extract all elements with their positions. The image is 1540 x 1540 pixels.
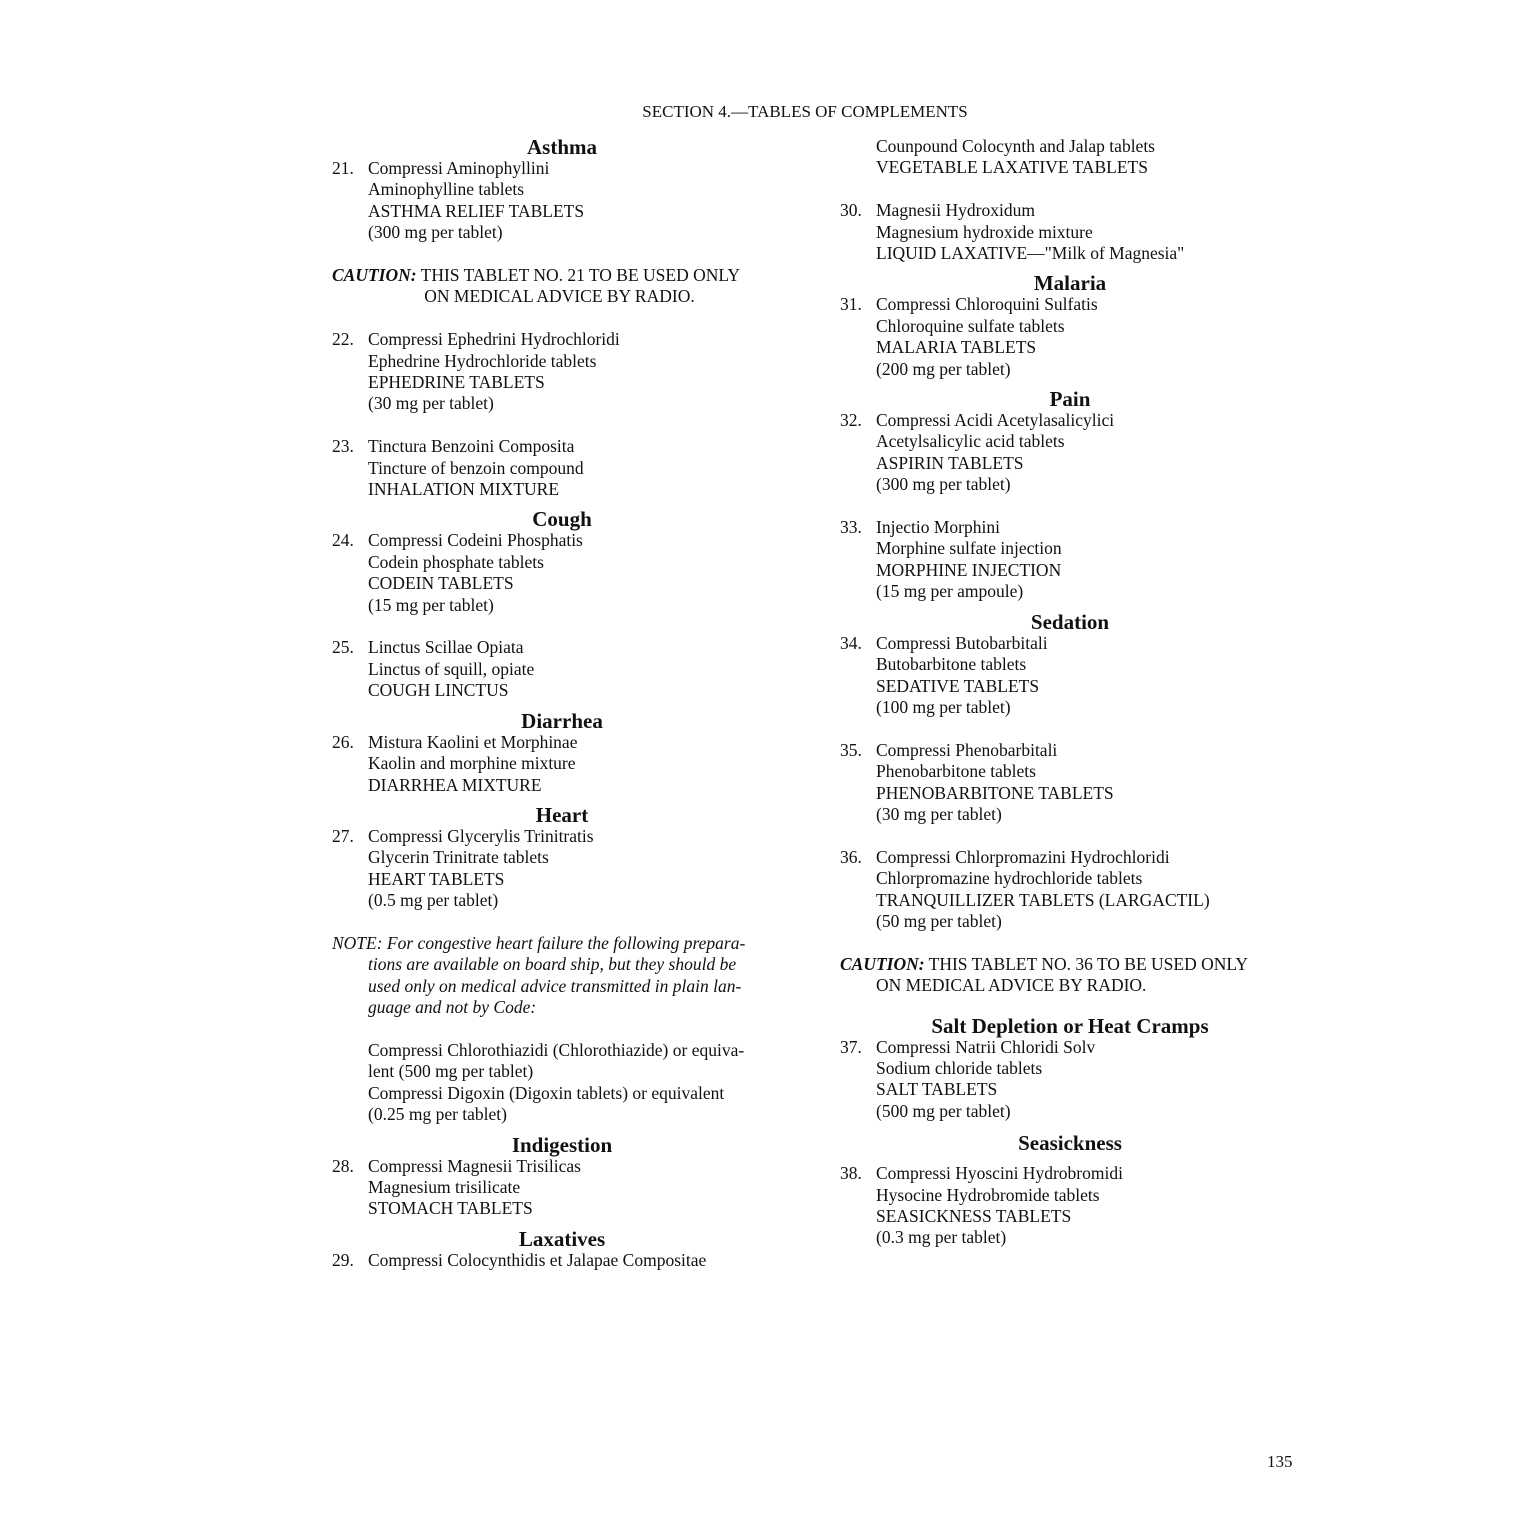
item-26: 26. Mistura Kaolini et Morphinae Kaolin and morphine mixture DIARRHEA MIXTURE — [332, 731, 578, 795]
item-24: 24. Compressi Codeini Phosphatis Codein phosphate tablets CODEIN TABLETS (15 mg per tablet) — [332, 530, 583, 615]
item-33: 33. Injectio Morphini Morphine sulfate injection MORPHINE INJECTION (15 mg per ampoule) — [840, 517, 1062, 602]
item-36: 36. Compressi Chlorpromazini Hydrochloridi Chlorpromazine hydrochloride tablets TRANQUILLIZER TABLETS (LARGACTIL) (50 mg per tablet) — [840, 846, 1210, 931]
item-35: 35. Compressi Phenobarbitali Phenobarbitone tablets PHENOBARBITONE TABLETS (30 mg per tablet) — [840, 739, 1114, 824]
item-38: 38. Compressi Hyoscini Hydrobromidi Hysocine Hydrobromide tablets SEASICKNESS TABLETS (0.3 mg per tablet) — [840, 1163, 1123, 1248]
item-22: 22. Compressi Ephedrini Hydrochloridi Ephedrine Hydrochloride tablets EPHEDRINE TABLETS (30 mg per tablet) — [332, 329, 620, 414]
item-27: 27. Compressi Glycerylis Trinitratis Glycerin Trinitrate tablets HEART TABLETS (0.5 mg per tablet) — [332, 825, 594, 911]
item-37: 37. Compressi Natrii Chloridi Solv Sodium chloride tablets SALT TABLETS (500 mg per tablet) — [840, 1036, 1096, 1121]
heading-pain: Pain — [1049, 387, 1091, 412]
item-31: 31. Compressi Chloroquini Sulfatis Chloroquine sulfate tablets MALARIA TABLETS (200 mg per tablet) — [840, 294, 1098, 379]
heading-salt-depletion: Salt Depletion or Heat Cramps — [931, 1013, 1209, 1038]
item-32: 32. Compressi Acidi Acetylasalicylici Acetylsalicylic acid tablets ASPIRIN TABLETS (300 mg per tablet) — [840, 410, 1115, 495]
heading-heart: Heart — [535, 802, 589, 827]
heading-malaria: Malaria — [1033, 271, 1107, 296]
item-28: 28. Compressi Magnesii Trisilicas Magnesium trisilicate STOMACH TABLETS — [332, 1155, 581, 1219]
page-number: 135 — [1267, 1452, 1293, 1471]
heading-sedation: Sedation — [1030, 609, 1110, 634]
section-header: SECTION 4.—TABLES OF COMPLEMENTS — [642, 102, 968, 121]
heading-cough: Cough — [532, 507, 592, 532]
heart-extra-preparations: Compressi Chlorothiazidi (Chlorothiazide) or equiva- lent (500 mg per tablet) Compressi Digoxin (Digoxin tablets) or equivalent (0.25 mg per tablet) — [368, 1039, 745, 1125]
heart-failure-note: NOTE: For congestive heart failure the following prepara- tions are available on board ship, but they should be used only on medical advice transmitted in plain lan- guage and not by Code: — [332, 932, 746, 1018]
item-29: 29. Compressi Colocynthidis et Jalapae Compositae — [332, 1249, 707, 1270]
left-column — [332, 136, 792, 1271]
caution-21: CAUTION: THIS TABLET NO. 21 TO BE USED ONLY ON MEDICAL ADVICE BY RADIO. — [332, 265, 740, 307]
heading-diarrhea: Diarrhea — [521, 708, 603, 733]
right-column — [840, 136, 1300, 1249]
heading-asthma: Asthma — [526, 135, 597, 159]
item-34: 34. Compressi Butobarbitali Butobarbitone tablets SEDATIVE TABLETS (100 mg per tablet) — [840, 632, 1048, 717]
heading-indigestion: Indigestion — [511, 1132, 613, 1157]
item-30: 30. Magnesii Hydroxidum Magnesium hydroxide mixture LIQUID LAXATIVE—"Milk of Magnesia" — [840, 200, 1185, 264]
item-21: 21. Compressi Aminophyllini Aminophylline tablets ASTHMA RELIEF TABLETS (300 mg per tablet) — [332, 158, 585, 243]
caution-36: CAUTION: THIS TABLET NO. 36 TO BE USED ONLY ON MEDICAL ADVICE BY RADIO. — [840, 953, 1248, 996]
item-29-continued: Counpound Colocynth and Jalap tablets VEGETABLE LAXATIVE TABLETS — [876, 136, 1155, 178]
item-23: 23. Tinctura Benzoini Composita Tincture of benzoin compound INHALATION MIXTURE — [332, 436, 584, 500]
item-25: 25. Linctus Scillae Opiata Linctus of squill, opiate COUGH LINCTUS — [332, 637, 535, 701]
heading-seasickness: Seasickness — [1018, 1131, 1122, 1156]
heading-laxatives: Laxatives — [518, 1226, 606, 1251]
